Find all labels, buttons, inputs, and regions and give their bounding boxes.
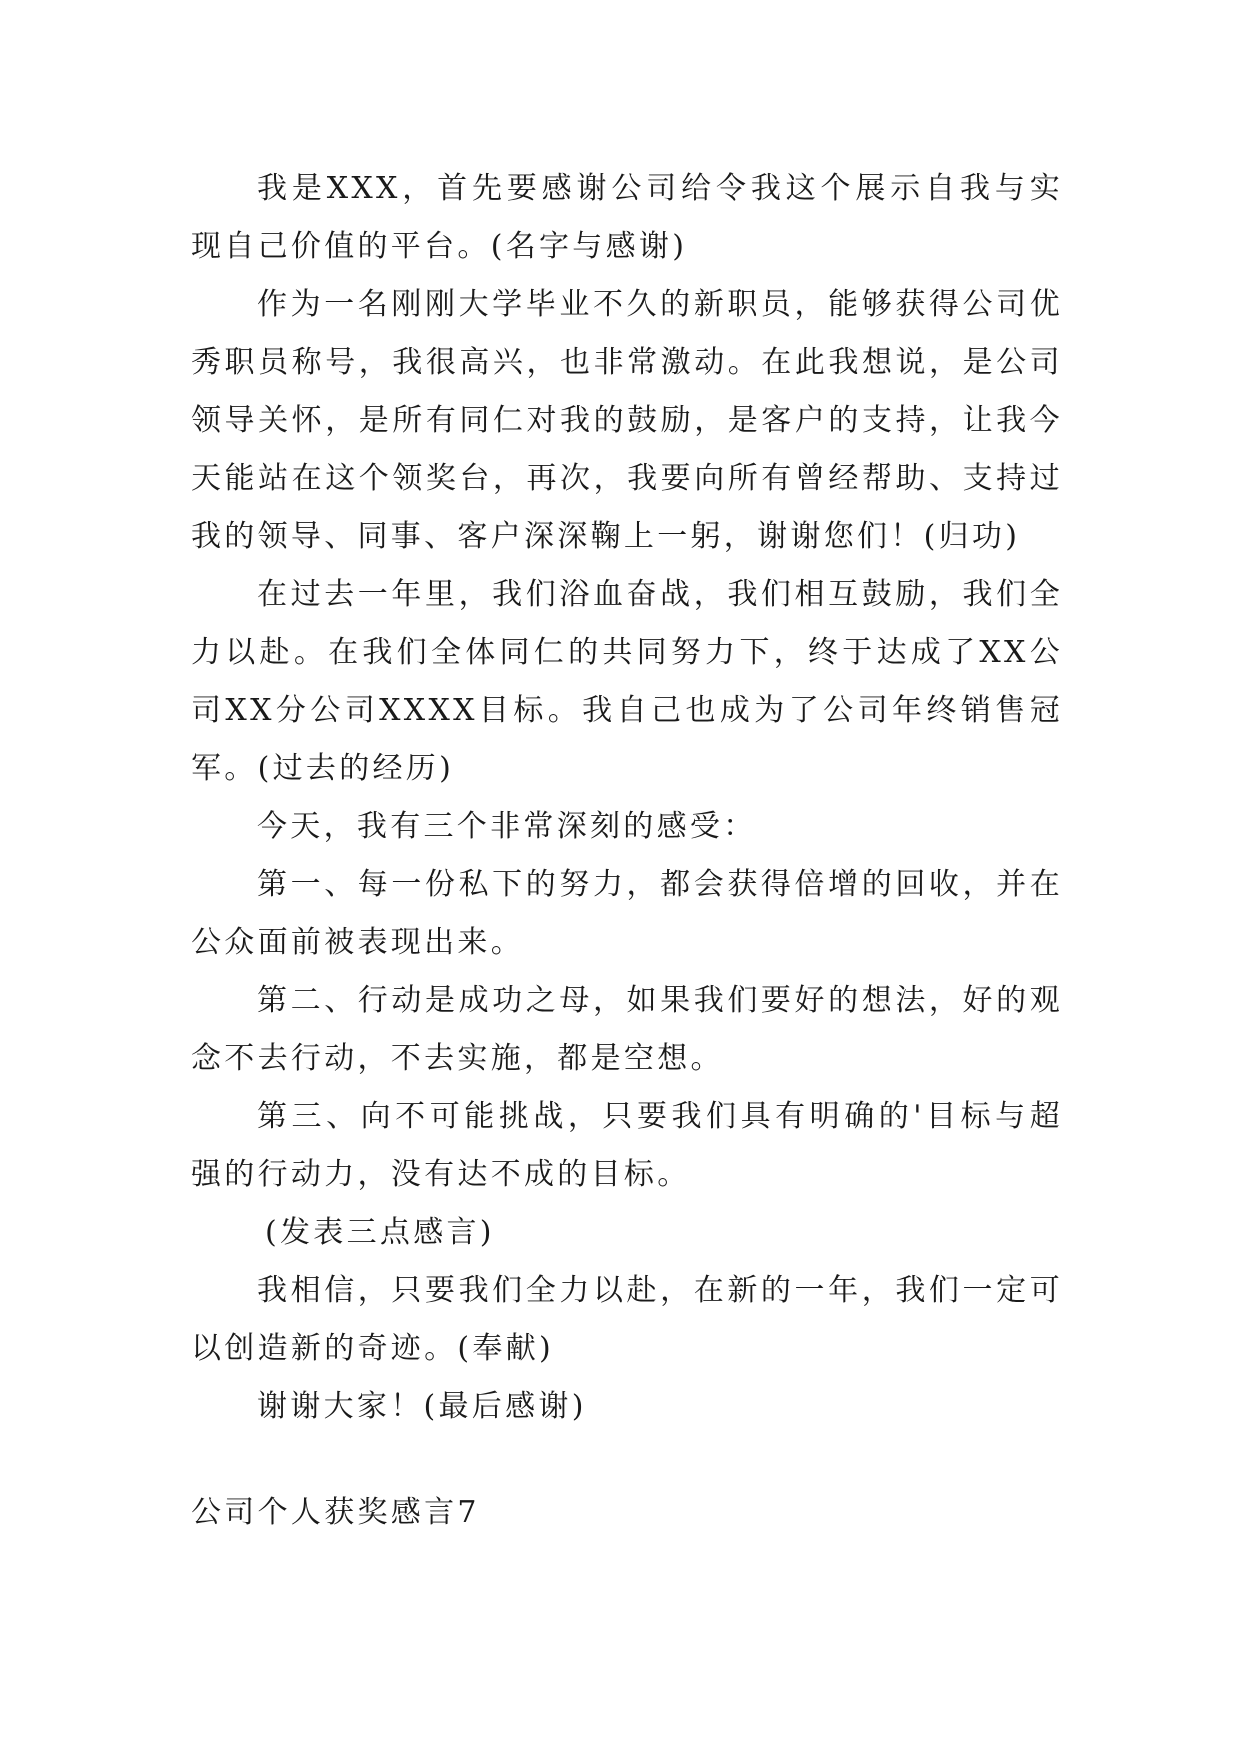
paragraph-intro: 我是XXX，首先要感谢公司给令我这个展示自我与实现自己价值的平台。(名字与感谢) [191, 171, 1063, 264]
document-body [191, 160, 1063, 1436]
paragraph-gratitude: 作为一名刚刚大学毕业不久的新职员，能够获得公司优秀职员称号，我很高兴，也非常激动。在此我想说，是公司领导关怀，是所有同仁对我的鼓励，是客户的支持，让我今天能站在这个领奖台，再次，我要向所有曾经帮助、支持过我的领导、同事、客户深深鞠上一躬，谢谢您们！(归功) [191, 287, 1063, 554]
paragraph-past-experience: 在过去一年里，我们浴血奋战，我们相互鼓励，我们全力以赴。在我们全体同仁的共同努力下，终于达成了XX公司XX分公司XXXX目标。我自己也成为了公司年终销售冠军。(过去的经历) [191, 577, 1063, 786]
paragraph-belief: 我相信，只要我们全力以赴，在新的一年，我们一定可以创造新的奇迹。(奉献) [191, 1273, 1063, 1366]
section-heading: 公司个人获奖感言7 [191, 1495, 480, 1530]
paragraph-feelings-note: (发表三点感言) [265, 1215, 495, 1250]
paragraph-feeling-one: 第一、每一份私下的努力，都会获得倍增的回收，并在公众面前被表现出来。 [191, 867, 1063, 960]
paragraph-closing-thanks: 谢谢大家！(最后感谢) [257, 1389, 587, 1424]
paragraph-feeling-two: 第二、行动是成功之母，如果我们要好的想法，好的观念不去行动，不去实施，都是空想。 [191, 983, 1063, 1076]
paragraph-feelings-intro: 今天，我有三个非常深刻的感受： [257, 809, 757, 844]
paragraph-feeling-three: 第三、向不可能挑战，只要我们具有明确的'目标与超强的行动力，没有达不成的目标。 [191, 1099, 1063, 1192]
